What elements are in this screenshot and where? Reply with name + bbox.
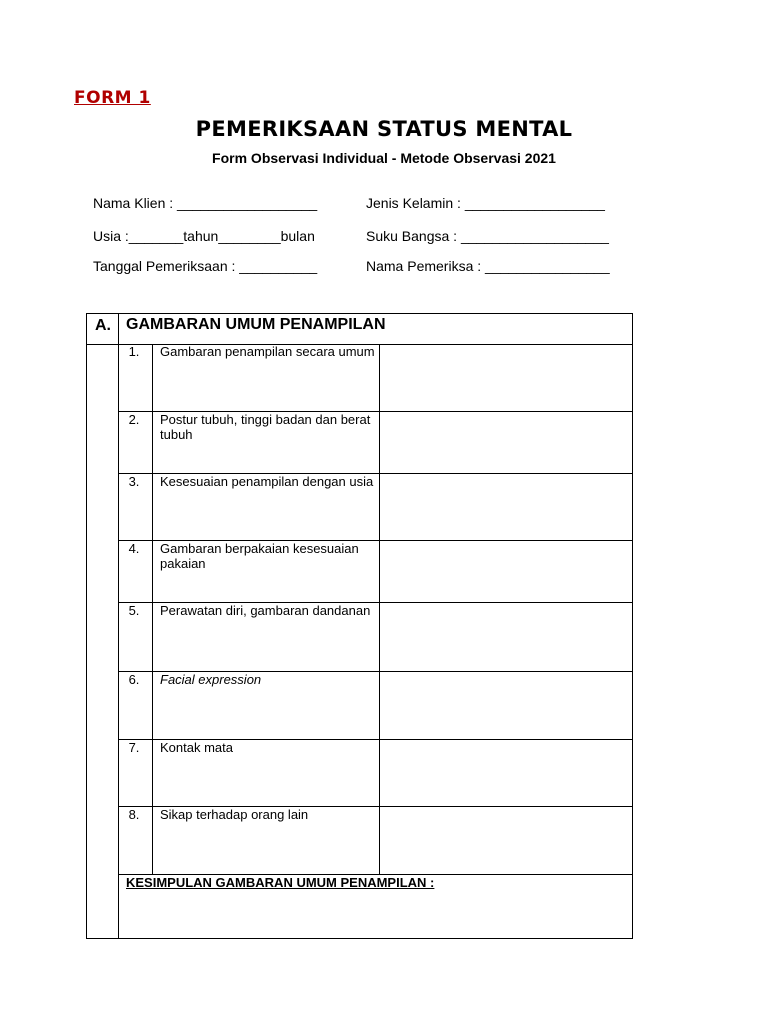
item-number: 3. bbox=[128, 474, 140, 489]
item-number: 1. bbox=[128, 344, 140, 359]
item-number: 8. bbox=[128, 807, 140, 822]
item-label: Kontak mata bbox=[160, 740, 233, 755]
item-number: 7. bbox=[128, 740, 140, 755]
answer-cell[interactable] bbox=[380, 474, 632, 540]
nama-klien-field[interactable]: Nama Klien : __________________ bbox=[93, 195, 318, 211]
item-label: Gambaran berpakaian kesesuaian pakaian bbox=[160, 541, 359, 571]
answer-cell[interactable] bbox=[380, 807, 632, 874]
nama-pemeriksa-field[interactable]: Nama Pemeriksa : ________________ bbox=[366, 258, 610, 274]
item-label: Kesesuaian penampilan dengan usia bbox=[160, 474, 374, 489]
usia-field[interactable]: Usia :_______tahun________bulan bbox=[93, 228, 315, 244]
answer-cell[interactable] bbox=[380, 672, 632, 739]
item-label: Postur tubuh, tinggi badan dan berat tubuh bbox=[160, 412, 371, 442]
answer-cell[interactable] bbox=[380, 412, 632, 473]
item-label: Perawatan diri, gambaran dandanan bbox=[160, 603, 371, 618]
table-divider bbox=[118, 313, 119, 939]
section-letter: A. bbox=[95, 317, 111, 334]
answer-cell[interactable] bbox=[380, 541, 632, 602]
item-label: Gambaran penampilan secara umum bbox=[160, 344, 375, 359]
page-subtitle: Form Observasi Individual - Metode Observasi 2021 bbox=[212, 150, 556, 166]
item-label: Sikap terhadap orang lain bbox=[160, 807, 309, 822]
page-title: PEMERIKSAAN STATUS MENTAL bbox=[195, 117, 573, 141]
item-number: 5. bbox=[128, 603, 140, 618]
form-number-label: FORM 1 bbox=[74, 88, 151, 108]
answer-cell[interactable] bbox=[380, 740, 632, 806]
conclusion-answer-area[interactable] bbox=[119, 893, 632, 938]
tanggal-pemeriksaan-field[interactable]: Tanggal Pemeriksaan : __________ bbox=[93, 258, 318, 274]
conclusion-label: KESIMPULAN GAMBARAN UMUM PENAMPILAN : bbox=[126, 875, 435, 890]
item-number: 6. bbox=[128, 672, 140, 687]
answer-cell[interactable] bbox=[380, 603, 632, 671]
item-label: Facial expression bbox=[160, 672, 262, 687]
suku-bangsa-field[interactable]: Suku Bangsa : ___________________ bbox=[366, 228, 609, 244]
jenis-kelamin-field[interactable]: Jenis Kelamin : __________________ bbox=[366, 195, 605, 211]
section-title: GAMBARAN UMUM PENAMPILAN bbox=[126, 316, 386, 333]
answer-cell[interactable] bbox=[380, 345, 632, 411]
item-number: 2. bbox=[128, 412, 140, 427]
item-number: 4. bbox=[128, 541, 140, 556]
table-divider bbox=[152, 344, 153, 874]
